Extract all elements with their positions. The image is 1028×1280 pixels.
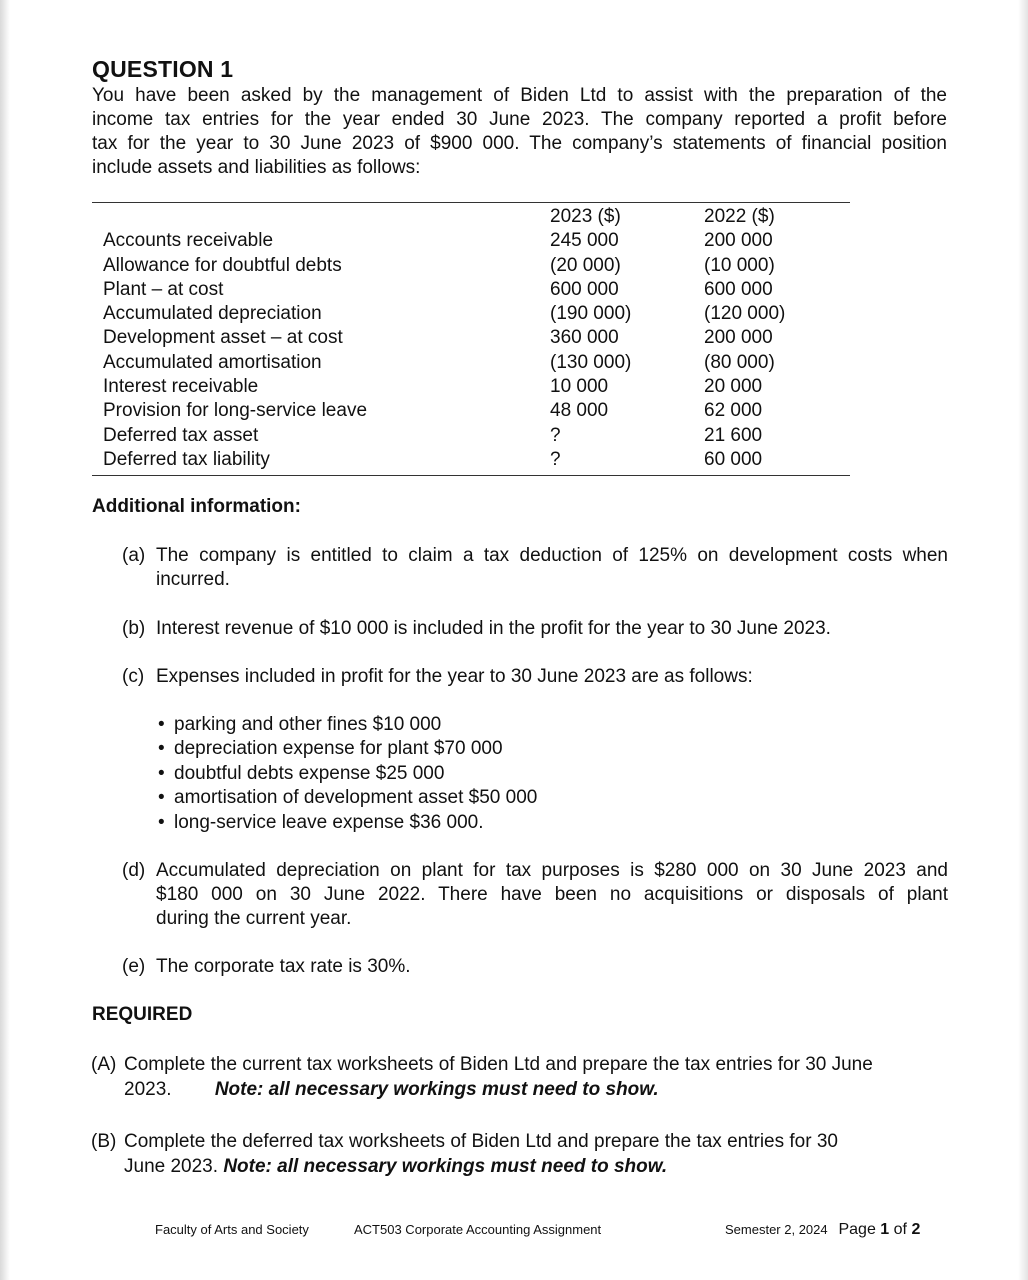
list-item: • long-service leave expense $36 000. [158,811,537,835]
task-note: Note: all necessary workings must need to show. [223,1156,668,1177]
row-label: Interest receivable [103,376,259,398]
item-tag: (b) [122,618,146,639]
info-item-d [122,859,948,931]
item-tag: (e) [122,956,146,977]
value-2022: (120 000) [704,303,786,325]
value-2022: 20 000 [704,376,763,398]
row-label: Accumulated amortisation [103,351,322,373]
info-item-c [122,665,948,689]
value-2022: (10 000) [704,254,775,276]
row-label: Deferred tax liability [103,448,270,470]
value-2022: 200 000 [704,230,773,252]
additional-info-heading: Additional information: [92,496,301,517]
table-row [92,302,850,326]
item-tag: (c) [122,666,145,687]
table-header-row [92,205,850,229]
row-label: Accumulated depreciation [103,303,322,325]
item-line: Expenses included in profit for the year to 30 June 2023 are as follows: [156,666,753,687]
footer-faculty: Faculty of Arts and Society [155,1222,309,1237]
page-shadow-right [1018,0,1028,1280]
value-2022: 60 000 [704,448,763,470]
table-row [92,399,850,423]
task-line: Complete the current tax worksheets of Biden Ltd and prepare the tax entries for 30 June [124,1054,873,1075]
table-row [92,351,850,375]
value-2023: 48 000 [550,400,609,422]
page-shadow-left [0,0,10,1280]
item-tag: (a) [122,545,146,566]
row-label: Plant – at cost [103,278,224,300]
intro-line: You have been asked by the management of Biden Ltd to assist with the preparation of the [92,85,947,106]
task-line: 2023. [124,1079,172,1100]
item-line: incurred. [156,569,230,590]
item-line: Interest revenue of $10 000 is included in the profit for the year to 30 June 2023. [156,618,831,639]
header-2023: 2023 ($) [550,206,621,227]
header-2022: 2022 ($) [704,206,775,227]
value-2022: 21 600 [704,424,763,446]
info-item-b [122,617,948,641]
table-row [92,424,850,448]
item-line: $180 000 on 30 June 2022. There have been no acquisitions or disposals of plant [156,884,948,905]
required-heading: REQUIRED [92,1004,193,1025]
table-row [92,278,850,302]
value-2023: 600 000 [550,278,619,300]
task-tag: (B) [91,1131,117,1152]
item-line: Accumulated depreciation on plant for tax purposes is $280 000 on 30 June 2023 and [156,860,948,881]
table-row [92,229,850,253]
question-intro [92,84,947,180]
value-2023: (130 000) [550,351,632,373]
row-label: Development asset – at cost [103,327,343,349]
value-2023: 360 000 [550,327,619,349]
task-note: Note: all necessary workings must need to show. [214,1079,659,1100]
row-label: Provision for long-service leave [103,400,368,422]
value-2022: 600 000 [704,278,773,300]
expenses-list [158,713,537,835]
list-item: • parking and other fines $10 000 [158,713,537,737]
value-2023: ? [550,448,561,470]
value-2023: (20 000) [550,254,621,276]
value-2022: (80 000) [704,351,775,373]
value-2023: (190 000) [550,303,632,325]
footer-semester: Semester 2, 2024 [725,1222,828,1237]
financial-position-table [92,202,850,476]
list-item: • amortisation of development asset $50 000 [158,786,537,810]
item-line: The company is entitled to claim a tax deduction of 125% on development costs when [156,545,948,566]
value-2023: 10 000 [550,376,609,398]
info-item-e [122,955,948,979]
value-2023: 245 000 [550,230,619,252]
task-line: Complete the deferred tax worksheets of Biden Ltd and prepare the tax entries for 30 [124,1131,838,1152]
list-item: • doubtful debts expense $25 000 [158,762,537,786]
intro-line: income tax entries for the year ended 30 June 2023. The company reported a profit before [92,109,947,130]
value-2023: ? [550,424,561,446]
footer-course: ACT503 Corporate Accounting Assignment [354,1222,602,1237]
table-row [92,326,850,350]
value-2022: 200 000 [704,327,773,349]
value-2022: 62 000 [704,400,763,422]
item-tag: (d) [122,860,146,881]
intro-line: tax for the year to 30 June 2023 of $900 000. The company’s statements of financial position [92,133,947,154]
table-row [92,375,850,399]
footer-semester-page [725,1221,920,1239]
table-row [92,448,850,472]
task-a [91,1052,951,1102]
task-b [91,1129,951,1179]
question-title: QUESTION 1 [92,56,234,82]
row-label: Allowance for doubtful debts [103,254,342,276]
info-item-a [122,544,948,592]
table-row [92,254,850,278]
row-label: Deferred tax asset [103,424,259,446]
task-tag: (A) [91,1054,117,1075]
item-line: during the current year. [156,908,352,929]
item-line: The corporate tax rate is 30%. [156,956,411,977]
intro-line: include assets and liabilities as follows: [92,157,421,178]
row-label: Accounts receivable [103,230,274,252]
list-item: • depreciation expense for plant $70 000 [158,737,537,761]
page-number: Page 1 of 2 [838,1221,921,1238]
task-line: June 2023. [124,1156,219,1177]
